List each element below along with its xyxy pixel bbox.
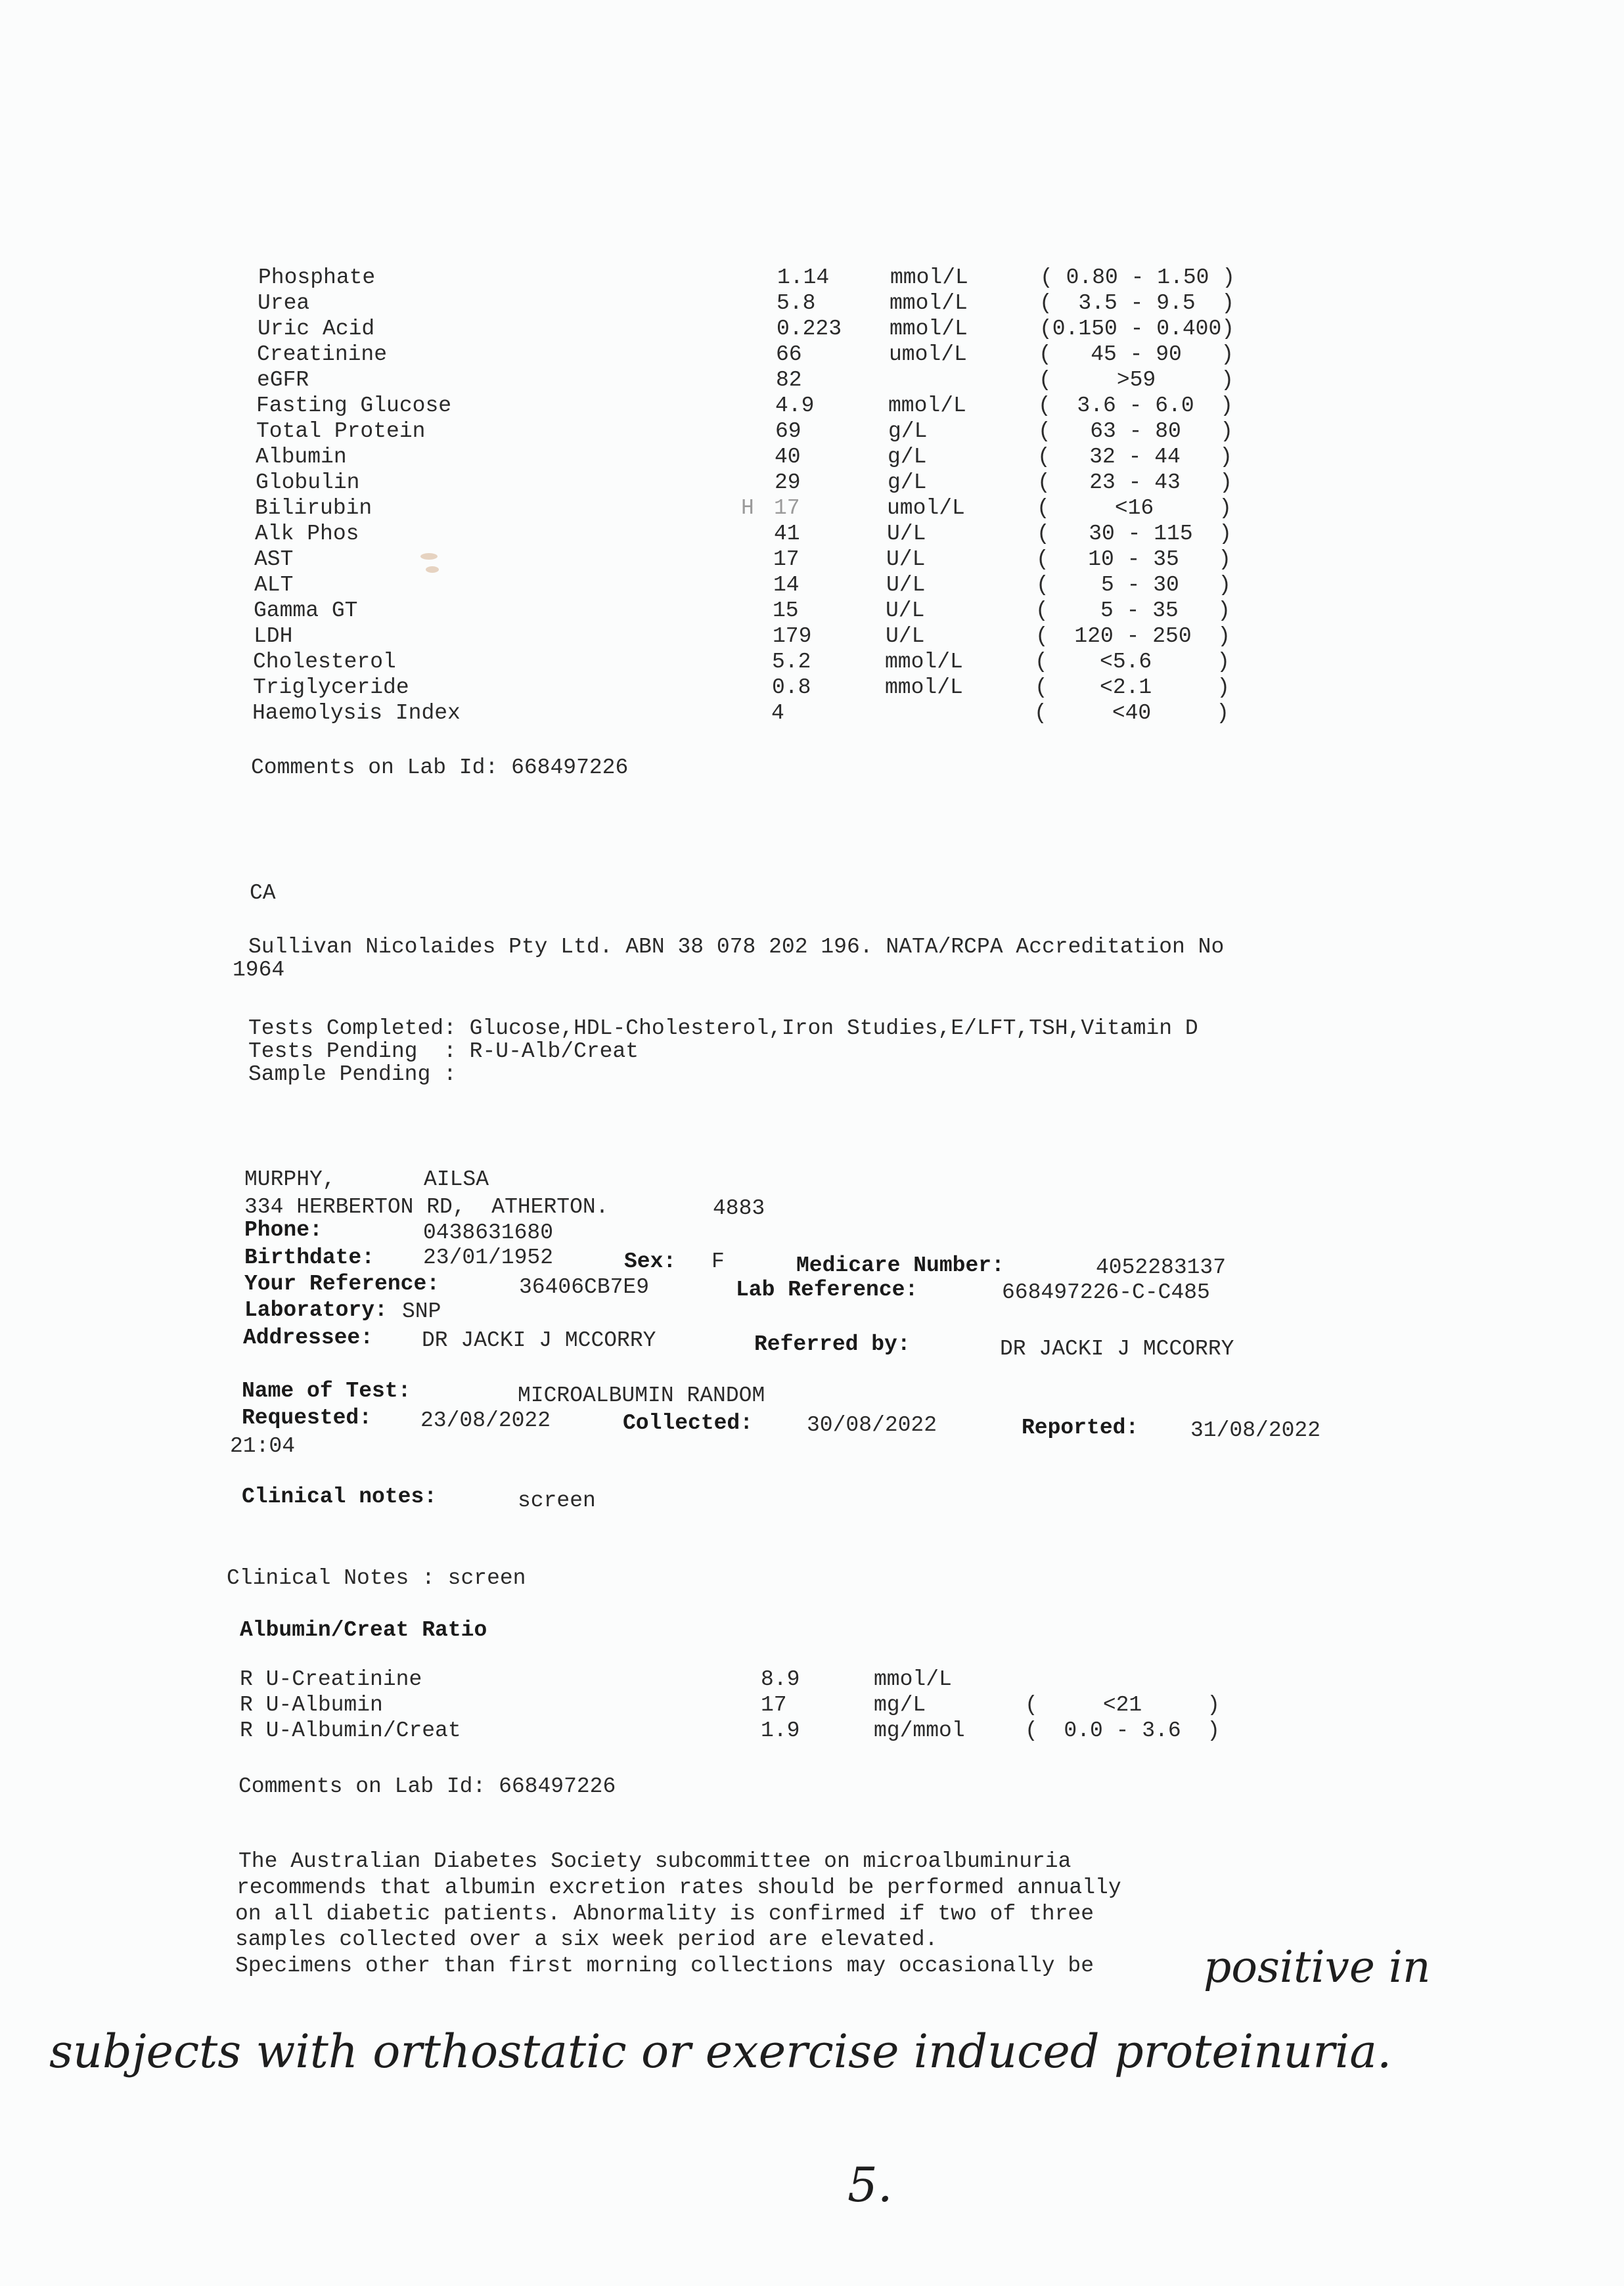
result-row — [0, 523, 1624, 549]
birthdate-label: Birthdate: — [244, 1245, 375, 1270]
reported-value: 31/08/2022 — [1190, 1418, 1321, 1443]
test-name: Urea — [258, 291, 310, 315]
ratio-row — [0, 1720, 1624, 1745]
test-name: Haemolysis Index — [252, 701, 461, 725]
reference-range: ( 45 - 90 ) — [1039, 342, 1234, 367]
test-name: LDH — [254, 624, 293, 648]
result-row — [0, 600, 1624, 625]
result-unit: U/L — [886, 573, 926, 597]
result-value: 15 — [773, 598, 799, 623]
medicare-value: 4052283137 — [1096, 1255, 1227, 1280]
addressee-label: Addressee: — [243, 1326, 374, 1350]
name-of-test-label: Name of Test: — [242, 1379, 411, 1403]
reported-time: 21:04 — [230, 1434, 296, 1458]
test-name: Uric Acid — [258, 317, 375, 341]
result-row — [0, 344, 1624, 369]
reference-range: ( 5 - 30 ) — [1036, 573, 1232, 597]
comments-lab-id: Comments on Lab Id: 668497226 — [251, 755, 629, 780]
result-value: 5.8 — [777, 291, 816, 315]
test-name: Albumin — [256, 445, 347, 469]
result-row — [0, 702, 1624, 728]
ratio-test-name: R U-Albumin — [240, 1693, 383, 1717]
reference-range: ( 10 - 35 ) — [1036, 547, 1232, 572]
result-value: 29 — [775, 470, 801, 495]
test-name: Cholesterol — [253, 650, 396, 674]
result-value: 14 — [773, 573, 800, 597]
reference-range: ( 23 - 43 ) — [1037, 470, 1233, 495]
sex-label: Sex: — [624, 1249, 677, 1274]
phone-label: Phone: — [244, 1218, 323, 1242]
ratio-row — [0, 1694, 1624, 1720]
patient-address: 334 HERBERTON RD, ATHERTON. — [244, 1195, 609, 1219]
lab-reference-value: 668497226-C-C485 — [1002, 1280, 1210, 1305]
test-name: Phosphate — [258, 265, 376, 290]
ads-line-4: samples collected over a six week period are elevated. — [235, 1927, 938, 1952]
name-of-test-value: MICROALBUMIN RANDOM — [518, 1383, 765, 1408]
result-unit: umol/L — [887, 496, 965, 520]
result-row — [0, 472, 1624, 497]
ratio-heading: Albumin/Creat Ratio — [240, 1618, 487, 1642]
result-value: 0.223 — [777, 317, 842, 341]
ads-line-2: recommends that albumin excretion rates should be performed annually — [237, 1875, 1121, 1900]
test-name: Fasting Glucose — [256, 393, 452, 418]
ratio-range: ( 0.0 - 3.6 ) — [1025, 1718, 1221, 1743]
patient-given-name: AILSA — [424, 1167, 489, 1192]
test-name: Gamma GT — [254, 598, 358, 623]
result-value: 179 — [773, 624, 812, 648]
handwritten-page-number: 5. — [847, 2157, 893, 2212]
result-unit: umol/L — [889, 342, 967, 367]
ca-label: CA — [250, 881, 276, 905]
result-row — [0, 651, 1624, 677]
result-row — [0, 625, 1624, 651]
reference-range: ( >59 ) — [1039, 368, 1234, 392]
comments-lab-id-2: Comments on Lab Id: 668497226 — [238, 1774, 616, 1799]
result-value: 4 — [771, 701, 784, 725]
ratio-test-name: R U-Albumin/Creat — [240, 1718, 461, 1743]
result-unit: mmol/L — [890, 317, 968, 341]
ratio-range: ( <21 ) — [1025, 1693, 1221, 1717]
result-value: 0.8 — [772, 675, 811, 700]
patient-surname: MURPHY, — [244, 1167, 336, 1192]
your-reference-value: 36406CB7E9 — [519, 1275, 650, 1299]
result-row — [0, 677, 1624, 702]
result-unit: mmol/L — [888, 393, 966, 418]
result-row — [0, 318, 1624, 344]
handwritten-note: subjects with orthostatic or exercise induced proteinuria. — [49, 2025, 1392, 2078]
your-reference-label: Your Reference: — [244, 1272, 440, 1296]
result-unit: g/L — [888, 419, 928, 443]
tests-completed: Tests Completed: Glucose,HDL-Cholesterol,Iron Studies,E/LFT,TSH,Vitamin D — [248, 1016, 1198, 1041]
test-name: Creatinine — [257, 342, 388, 367]
laboratory-value: SNP — [402, 1299, 441, 1324]
paper-stain — [426, 566, 439, 573]
sample-pending: Sample Pending : — [248, 1062, 457, 1087]
result-row — [0, 420, 1624, 446]
ratio-unit: mg/mmol — [874, 1718, 965, 1743]
test-name: Total Protein — [256, 419, 426, 443]
reference-range: ( 5 - 35 ) — [1035, 598, 1231, 623]
handwritten-positive-in: positive in — [1204, 1942, 1431, 1992]
requested-label: Requested: — [242, 1406, 372, 1430]
result-unit: mmol/L — [890, 265, 968, 290]
referred-by-label: Referred by: — [754, 1332, 911, 1356]
test-name: Triglyceride — [253, 675, 409, 700]
result-unit: mmol/L — [885, 650, 963, 674]
result-row — [0, 574, 1624, 600]
result-value: 40 — [775, 445, 801, 469]
paper-stain — [420, 553, 438, 560]
ads-line-1: The Australian Diabetes Society subcommittee on microalbuminuria — [238, 1849, 1071, 1873]
result-value: 17 — [774, 496, 800, 520]
reference-range: ( 30 - 115 ) — [1037, 522, 1232, 546]
test-name: AST — [254, 547, 294, 572]
phone-value: 0438631680 — [423, 1221, 554, 1245]
test-name: ALT — [254, 573, 294, 597]
lab-accreditation-line: Sullivan Nicolaides Pty Ltd. ABN 38 078 202 196. NATA/RCPA Accreditation No — [248, 935, 1225, 959]
laboratory-label: Laboratory: — [244, 1298, 388, 1322]
tests-pending: Tests Pending : R-U-Alb/Creat — [248, 1039, 639, 1064]
result-value: 66 — [776, 342, 802, 367]
reference-range: ( 3.6 - 6.0 ) — [1038, 393, 1234, 418]
result-row — [0, 497, 1624, 523]
reference-range: ( <5.6 ) — [1035, 650, 1230, 674]
collected-value: 30/08/2022 — [807, 1413, 937, 1437]
result-unit: U/L — [887, 522, 926, 546]
reference-range: ( 32 - 44 ) — [1037, 445, 1233, 469]
test-name: eGFR — [257, 368, 309, 392]
reference-range: ( 120 - 250 ) — [1035, 624, 1231, 648]
collected-label: Collected: — [623, 1411, 754, 1435]
test-name: Globulin — [256, 470, 360, 495]
ratio-test-name: R U-Creatinine — [240, 1667, 422, 1692]
result-value: 5.2 — [772, 650, 811, 674]
result-row — [0, 395, 1624, 420]
result-value: 69 — [775, 419, 801, 443]
requested-value: 23/08/2022 — [420, 1408, 551, 1433]
clinical-notes-value: screen — [518, 1489, 596, 1513]
ratio-row — [0, 1669, 1624, 1694]
ads-line-5: Specimens other than first morning collections may occasionally be — [235, 1954, 1094, 1978]
ratio-unit: mmol/L — [874, 1667, 952, 1692]
sex-value: F — [711, 1249, 725, 1274]
ads-line-3: on all diabetic patients. Abnormality is confirmed if two of three — [235, 1902, 1094, 1926]
result-unit: U/L — [886, 624, 925, 648]
ratio-value: 8.9 — [761, 1667, 800, 1692]
reference-range: ( <2.1 ) — [1035, 675, 1230, 700]
result-value: 4.9 — [775, 393, 815, 418]
result-unit: mmol/L — [890, 291, 968, 315]
result-unit: mmol/L — [885, 675, 963, 700]
result-unit: U/L — [886, 547, 926, 572]
result-unit: U/L — [886, 598, 925, 623]
result-unit: g/L — [888, 445, 927, 469]
medicare-label: Medicare Number: — [796, 1253, 1004, 1278]
reference-range: ( 63 - 80 ) — [1038, 419, 1234, 443]
reference-range: ( 0.80 - 1.50 ) — [1040, 265, 1236, 290]
patient-postcode: 4883 — [713, 1196, 765, 1221]
ratio-value: 1.9 — [761, 1718, 800, 1743]
result-flag: H — [741, 496, 754, 520]
reference-range: (0.150 - 0.400) — [1039, 317, 1235, 341]
result-unit: g/L — [888, 470, 927, 495]
birthdate-value: 23/01/1952 — [423, 1245, 554, 1270]
result-row — [0, 369, 1624, 395]
addressee-value: DR JACKI J MCCORRY — [422, 1328, 656, 1353]
result-row — [0, 549, 1624, 574]
referred-by-value: DR JACKI J MCCORRY — [1000, 1337, 1234, 1361]
lab-accreditation-number: 1964 — [233, 958, 285, 982]
reference-range: ( 3.5 - 9.5 ) — [1039, 291, 1235, 315]
result-row — [0, 446, 1624, 472]
clinical-notes-line: Clinical Notes : screen — [227, 1566, 526, 1590]
result-value: 17 — [773, 547, 800, 572]
ratio-value: 17 — [761, 1693, 787, 1717]
test-name: Alk Phos — [255, 522, 359, 546]
result-value: 1.14 — [777, 265, 830, 290]
reported-label: Reported: — [1022, 1416, 1139, 1440]
result-value: 41 — [774, 522, 800, 546]
result-value: 82 — [776, 368, 802, 392]
reference-range: ( <40 ) — [1034, 701, 1230, 725]
ratio-unit: mg/L — [874, 1693, 926, 1717]
lab-reference-label: Lab Reference: — [736, 1278, 918, 1302]
reference-range: ( <16 ) — [1037, 496, 1232, 520]
test-name: Bilirubin — [255, 496, 372, 520]
clinical-notes-label: Clinical notes: — [242, 1485, 438, 1509]
result-row — [0, 292, 1624, 318]
result-row — [0, 267, 1624, 292]
